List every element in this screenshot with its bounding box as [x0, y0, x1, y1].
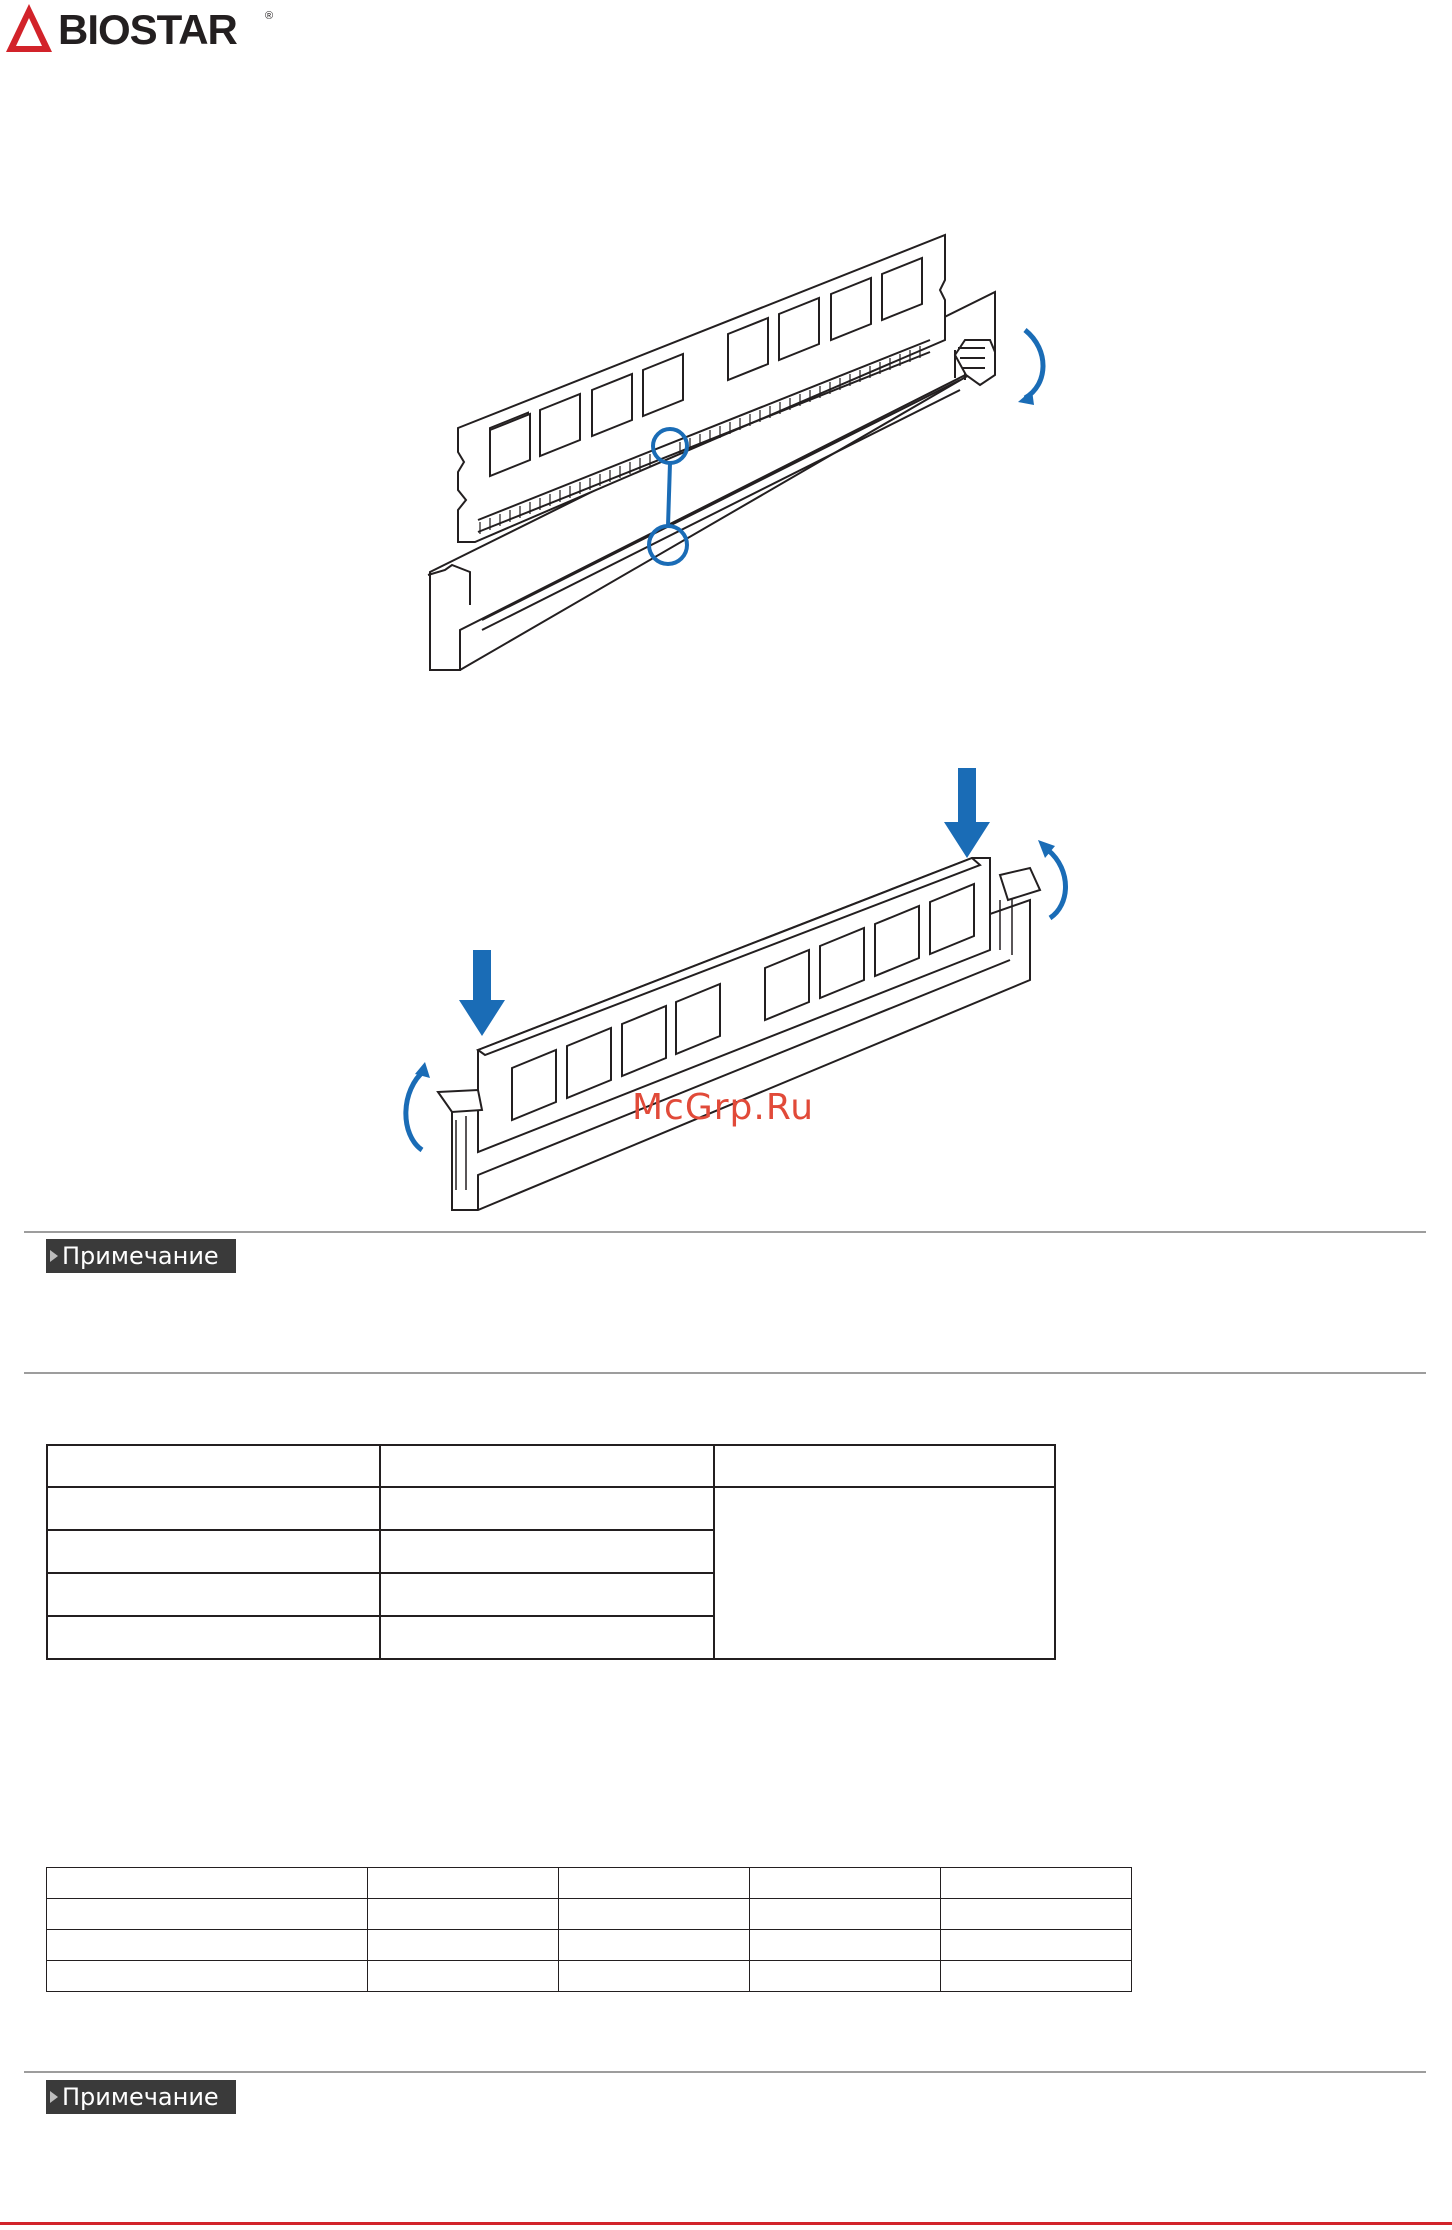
note-label: [46, 1239, 236, 1273]
triangle-icon: [50, 2091, 58, 2103]
table-row: [47, 1961, 1132, 1992]
triangle-icon: [50, 1250, 58, 1262]
table-row: [47, 1868, 1132, 1899]
memory-config-table: [46, 1444, 1056, 1660]
table-row: [47, 1930, 1132, 1961]
registered-mark: ®: [265, 10, 274, 22]
biostar-logo: [0, 0, 290, 62]
note-label: [46, 2080, 236, 2114]
note-label-text: Примечание: [62, 1242, 219, 1270]
footer-line: [0, 2222, 1452, 2225]
table-row: [47, 1445, 1055, 1487]
biostar-logo-icon: [0, 0, 56, 62]
watermark: McGrp.Ru: [632, 1087, 815, 1128]
table-row: [47, 1487, 1055, 1530]
memory-support-table: [46, 1867, 1132, 1992]
table-row: [47, 1899, 1132, 1930]
divider: [24, 2071, 1426, 2073]
note-label-text: Примечание: [62, 2083, 219, 2111]
divider: [24, 1372, 1426, 1374]
rotate-arrow-icon: [1018, 330, 1043, 405]
dimm-installed-illustration: [0, 750, 1452, 1230]
brand-name: BIOSTAR: [58, 6, 237, 53]
divider: [24, 1231, 1426, 1233]
